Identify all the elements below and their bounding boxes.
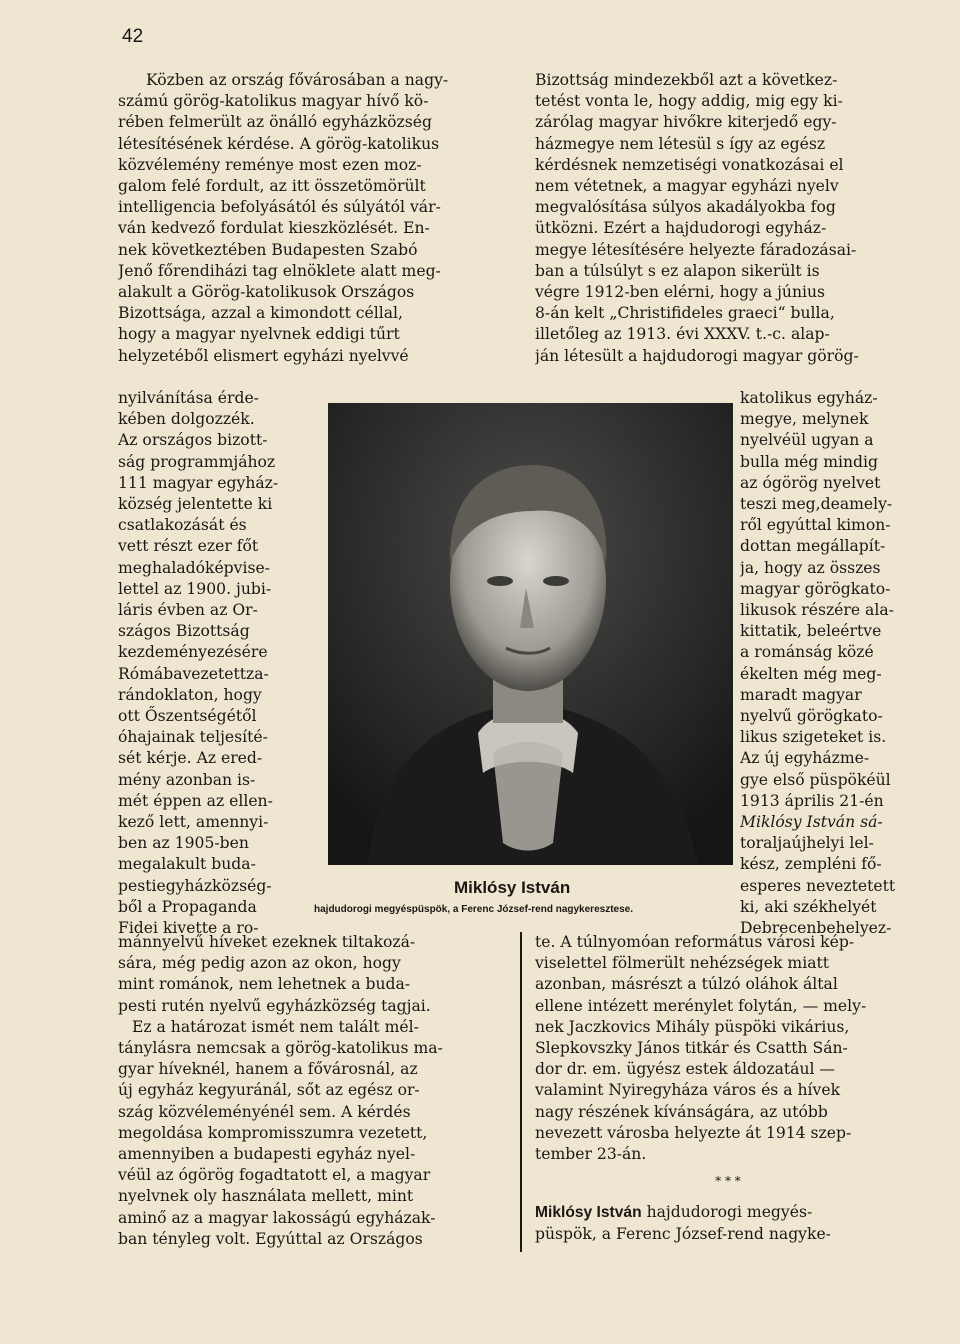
text-line: ki, aki székhelyét xyxy=(740,897,877,916)
closing-text: hajdudorogi megyés- xyxy=(641,1203,813,1222)
text-line: ben az 1905-ben xyxy=(118,834,249,853)
text-line: Rómábavezetettza- xyxy=(118,664,269,683)
text-line: galom felé fordult, az itt összetömörült xyxy=(118,177,426,196)
text-line: láris évben az Or- xyxy=(118,601,258,620)
text-line: püspök, a Ferenc József-rend nagyke- xyxy=(535,1224,831,1243)
text-line: magyar görögkato- xyxy=(740,579,891,598)
text-line: dottan megállapít- xyxy=(740,537,886,556)
text-line: ban tényleg volt. Egyúttal az Országos xyxy=(118,1229,423,1248)
text-line: nyelvű görögkato- xyxy=(740,707,883,726)
closing-line xyxy=(535,1202,921,1223)
text-line: hogy a magyar nyelvnek eddigi tűrt xyxy=(118,325,400,344)
text-line: dor dr. em. ügyész estek áldozatául — xyxy=(535,1060,836,1079)
text-line: nyelvéül ugyan a xyxy=(740,431,874,450)
text-line: 111 magyar egyház- xyxy=(118,473,279,492)
text-line: megoldása kompromisszumra vezetett, xyxy=(118,1123,428,1142)
text-line: házmegye nem létesül s így az egész xyxy=(535,134,826,153)
text-line: Bizottsága, azzal a kimondott céllal, xyxy=(118,304,403,323)
text-line: véül az ógörög fogadtatott el, a magyar xyxy=(118,1166,431,1185)
text-line: Az országos bizott- xyxy=(118,431,268,450)
text-line: nyelvnek oly használata mellett, mint xyxy=(118,1187,414,1206)
page-number: 42 xyxy=(122,26,144,47)
left-column-narrow xyxy=(118,388,312,939)
paragraph xyxy=(118,70,510,367)
text-line: kérdésnek nemzetiségi vonatkozásai el xyxy=(535,155,844,174)
text-line: valamint Nyiregyháza város és a hívek xyxy=(535,1081,841,1100)
text-line: óhajainak teljesíté- xyxy=(118,728,268,747)
text-line: ott Őszentségétől xyxy=(118,707,257,726)
text-line: ban a túlsúlyt s ez alapon sikerült is xyxy=(535,261,820,280)
text-line: közvélemény reménye most ezen moz- xyxy=(118,155,422,174)
text-line: ság programmjához xyxy=(118,452,276,471)
text-line: Debrecenbehelyez- xyxy=(740,919,892,938)
text-line: nagy részének kívánságára, az utóbb xyxy=(535,1102,828,1121)
text-line: te. A túlnyomóan református városi kép- xyxy=(535,933,855,951)
right-column-bottom xyxy=(535,932,921,1245)
text-line: nek következtében Budapesten Szabó xyxy=(118,240,418,259)
text-line: nem vétetnek, a magyar egyházi nyelv xyxy=(535,177,839,196)
text-line: ből a Propaganda xyxy=(118,897,257,916)
text-line: esperes neveztetett xyxy=(740,876,896,895)
text-line: kező lett, amennyi- xyxy=(118,813,269,832)
text-line: aminő az a magyar lakosságú egyházak- xyxy=(118,1208,436,1227)
text-line: sét kérje. Az ered- xyxy=(118,749,263,768)
text-line: Az új egyházme- xyxy=(740,749,870,768)
text-line: nyilvánítása érde- xyxy=(118,389,259,407)
text-line: számú görög-katolikus magyar hívő kö- xyxy=(118,92,429,111)
text-line: likusok részére ala- xyxy=(740,601,894,620)
text-line: 1913 április 21-én xyxy=(740,791,884,810)
text-line: likus szigeteket is. xyxy=(740,728,887,747)
text-line: lettel az 1900. jubi- xyxy=(118,579,272,598)
text-line: bulla még mindig xyxy=(740,452,878,471)
text-line: megye létesítésére helyezte fáradozásai- xyxy=(535,240,857,259)
text-line: rándoklaton, hogy xyxy=(118,685,262,704)
right-column-top xyxy=(535,70,921,367)
text-line: az ógörög nyelvet xyxy=(740,473,881,492)
text-line: gyar híveknél, hanem a fővárosnál, az xyxy=(118,1060,418,1079)
text-line: Miklósy István sá- xyxy=(740,813,883,832)
text-line: alakult a Görög-katolikusok Országos xyxy=(118,283,415,302)
text-line: kezdeményezésére xyxy=(118,643,268,662)
text-line: vett részt ezer főt xyxy=(118,537,259,556)
text-line: toraljaújhelyi lel- xyxy=(740,834,874,853)
text-line: megvalósítása súlyos akadályokba fog xyxy=(535,198,836,217)
text-line: kittatik, beleértve xyxy=(740,622,882,641)
text-line: szág közvéleményénél sem. A kérdés xyxy=(118,1102,411,1121)
text-line: végre 1912-ben elérni, hogy a június xyxy=(535,283,826,302)
portrait-illustration xyxy=(328,403,733,865)
text-line: rében felmerült az önálló egyházközség xyxy=(118,113,432,132)
text-line: csatlakozását és xyxy=(118,516,247,535)
text-line: Slepkovszky János titkár és Csatth Sán- xyxy=(535,1039,848,1058)
text-line: létesítésének kérdése. A görög-katolikus xyxy=(118,134,440,153)
left-column-bottom xyxy=(118,932,510,1250)
text-line: maradt magyar xyxy=(740,685,862,704)
text-line: 8-án kelt „Christifideles graeci“ bulla, xyxy=(535,304,835,323)
text-line: meghaladóképvise- xyxy=(118,558,270,577)
text-line: mény azonban is- xyxy=(118,770,256,789)
text-line: tánylásra nemcsak a görög-katolikus ma- xyxy=(118,1039,443,1058)
text-line: gye első püspökéül xyxy=(740,770,891,789)
portrait-photo xyxy=(328,403,733,865)
text-line: pestiegyházközség- xyxy=(118,876,272,895)
text-line: zárólag magyar hivőkre kiterjedő egy- xyxy=(535,113,837,132)
text-line: ja, hogy az összes xyxy=(740,558,881,577)
text-line: mét éppen az ellen- xyxy=(118,791,273,810)
text-line: Jenő főrendiházi tag elnöklete alatt meg- xyxy=(118,261,441,280)
text-line: Fidei kivette a ro- xyxy=(118,919,259,938)
text-line: helyzetéből elismert egyházi nyelvvé xyxy=(118,346,409,365)
text-line: nek Jaczkovics Mihály püspöki vikárius, xyxy=(535,1017,850,1036)
text-line: ellene intézett merénylet folytán, — mely- xyxy=(535,996,867,1015)
spacer xyxy=(535,1192,921,1202)
text-line: illetőleg az 1913. évi XXXV. t.-c. alap- xyxy=(535,325,830,344)
closing-name: Miklósy István xyxy=(535,1204,642,1222)
text-line: szágos Bizottság xyxy=(118,622,250,641)
text-line: ján létesült a hajdudorogi magyar görög- xyxy=(535,346,859,365)
text-line: azonban, másrészt a túlzó oláhok által xyxy=(535,975,838,994)
section-separator: * * * xyxy=(715,1174,741,1189)
text-line: viselettel fölmerült nehézségek miatt xyxy=(535,954,830,973)
text-line: ről egyúttal kimon- xyxy=(740,516,891,535)
left-column-top xyxy=(118,70,510,367)
text-line: a románság közé xyxy=(740,643,874,662)
column-divider xyxy=(520,932,522,1252)
text-line: tetést vonta le, hogy addig, mig egy ki- xyxy=(535,92,843,111)
text-line: ván kedvező fordulat kieszközlését. En- xyxy=(118,219,430,238)
text-line: megye, melynek xyxy=(740,410,869,429)
text-line: teszi meg,deamely- xyxy=(740,495,893,514)
text-line: sára, még pedig azon az okon, hogy xyxy=(118,954,401,973)
text-line: amennyiben a budapesti egyház nyel- xyxy=(118,1145,416,1164)
text-line: Közben az ország fővárosában a nagy- xyxy=(146,71,449,89)
text-line: kében dolgozzék. xyxy=(118,410,255,429)
text-line: intelligencia befolyásától és súlyától vár- xyxy=(118,198,441,217)
photo-caption-name: Miklósy István xyxy=(454,878,571,897)
text-line: község jelentette ki xyxy=(118,495,273,514)
text-line: kész, zempléni fő- xyxy=(740,855,882,874)
text-line: katolikus egyház- xyxy=(740,389,878,407)
text-line: tember 23-án. xyxy=(535,1145,647,1164)
text-line: Bizottság mindezekből azt a következ- xyxy=(535,71,838,89)
text-line: új egyház kegyuránál, sőt az egész or- xyxy=(118,1081,420,1100)
text-line: Ez a határozat ismét nem talált mél- xyxy=(132,1017,419,1036)
text-line: mint románok, nem lehetnek a buda- xyxy=(118,975,411,994)
right-column-narrow xyxy=(740,388,920,939)
photo-caption-subtitle: hajdudorogi megyéspüspök, a Ferenc József-rend nagykeresztese. xyxy=(314,904,633,915)
text-line: mánnyelvű híveket ezeknek tiltakozá- xyxy=(118,933,416,951)
text-line: pesti rutén nyelvű egyházközség tagjai. xyxy=(118,996,431,1015)
text-line: megalakult buda- xyxy=(118,855,256,874)
text-line: ékelten még meg- xyxy=(740,664,882,683)
text-line: nevezett városba helyezte át 1914 szep- xyxy=(535,1123,852,1142)
text-line: ütközni. Ezért a hajdudorogi egyház- xyxy=(535,219,827,238)
